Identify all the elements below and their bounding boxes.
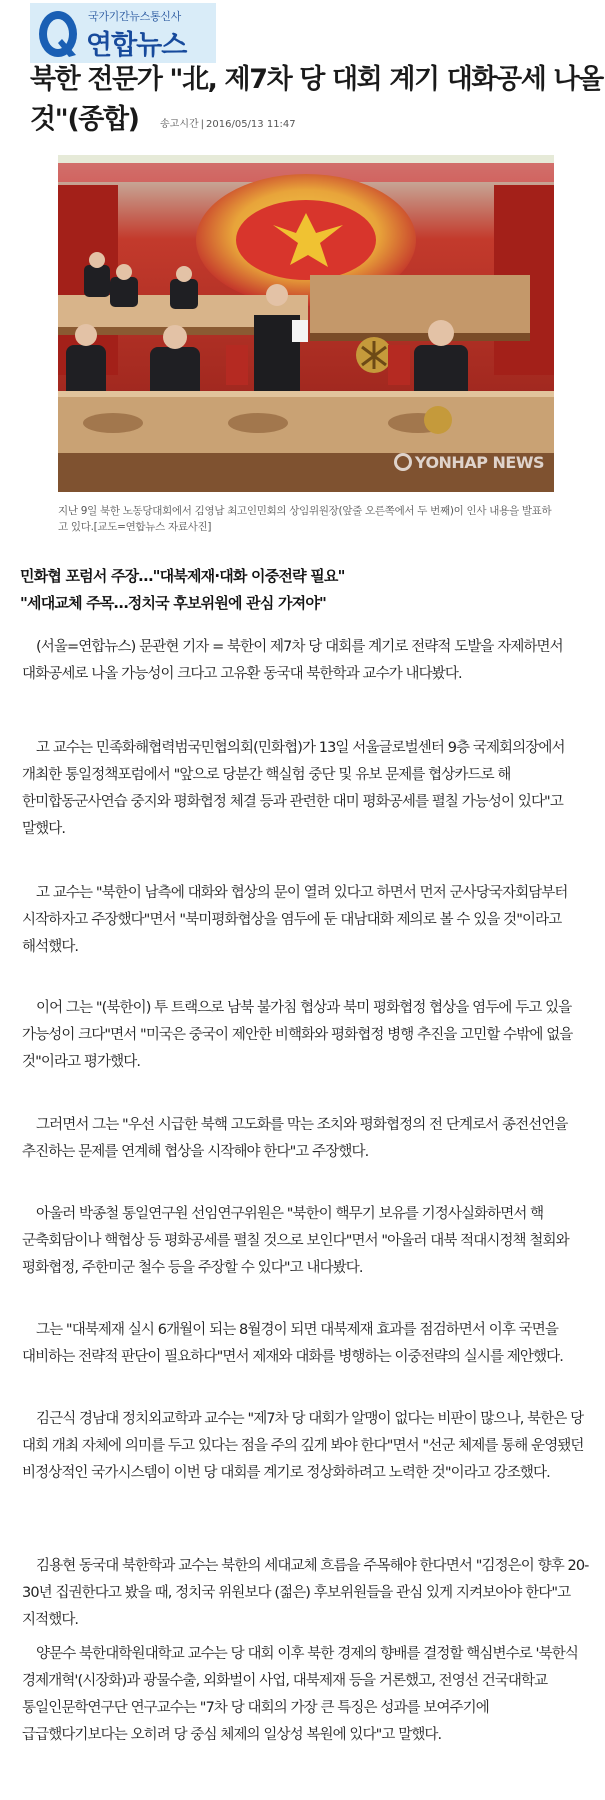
article-headline [30,60,603,140]
watermark-text: YONHAP NEWS [414,453,544,472]
article-photo [58,155,554,492]
body-paragraph: 고 교수는 민족화해협력범국민협의회(민화협)가 13일 서울글로벌센터 9층 국제회의장에서 개최한 통일정책포럼에서 "앞으로 당분간 핵실험 중단 및 유보 문제를 협상카드로 해 한미합동군사연습 중지와 평화협정 체결 등과 관련한 대미 평화공세를 펼칠 가능성이 있다"고 말했다. [22,740,565,837]
logo-name: 연합뉴스 [86,30,187,61]
body-paragraph: 아울러 박종철 통일연구원 선임연구위원은 "북한이 핵무기 보유를 기정사실화하면서 핵 군축회담이나 핵협상 등 평화공세를 펼칠 것으로 보인다"면서 "아울러 대북 적대시정책 철회와 평화협정, 주한미군 철수 등을 주장할 수 있다"고 내다봤다. [22,1206,569,1276]
body-paragraph: 그러면서 그는 "우선 시급한 북핵 고도화를 막는 조치와 평화협정의 전 단계로서 종전선언을 추진하는 문제를 연계해 협상을 시작해야 한다"고 주장했다. [22,1117,568,1160]
logo-tagline: 국가기간뉴스통신사 [88,10,181,23]
yonhap-watermark-icon [394,453,412,471]
body-paragraph: 양문수 북한대학원대학교 교수는 당 대회 이후 북한 경제의 향배를 결정할 핵심변수로 '북한식 경제개혁'(시장화)과 광물수출, 외화벌이 사업, 대북제재 등을 거론했고, 전영선 건국대학교 통일인문학연구단 연구교수는 "7차 당 대회의 가장 큰 특징은 성과를 보여주기에 급급했다기보다는 오히려 당 중심 체제의 일상성 복원에 있다"고 말했다. [22,1646,578,1743]
yonhap-watermark [394,453,544,472]
sent-time: 2016/05/13 11:47 [206,119,296,130]
headline-line-2: 것"(종합) [30,104,139,135]
body-paragraph: 고 교수는 "북한이 남측에 대화와 협상의 문이 열려 있다고 하면서 먼저 군사당국자회담부터 시작하자고 주장했다"면서 "북미평화협상을 염두에 둔 대남대화 제의로 볼 수 있을 것"이라고 해석했다. [22,885,568,955]
photo-caption: 지난 9일 북한 노동당대회에서 김영남 최고인민회의 상임위원장(앞줄 오른쪽에서 두 번째)이 인사 내용을 발표하고 있다.[교도=연합뉴스 자료사진] [58,505,552,533]
body-paragraph: 김근식 경남대 정치외교학과 교수는 "제7차 당 대회가 알맹이 없다는 비판이 많으나, 북한은 당 대회 개최 자체에 의미를 두고 있다는 점을 주의 깊게 봐야 한다"면서 "선군 체제를 통해 운영됐던 비정상적인 국가시스템이 이번 당 대회를 계기로 정상화하려고 노력한 것"이라고 강조했다. [22,1411,584,1481]
yonhap-logo-icon [36,9,80,59]
party-congress-photo [58,155,554,492]
headline-line-1: 북한 전문가 "北, 제7차 당 대회 계기 대화공세 나올 [30,64,603,95]
body-paragraph: 그는 "대북제재 실시 6개월이 되는 8월경이 되면 대북제재 효과를 점검하면서 이후 국면을 대비하는 전략적 판단이 필요하다"면서 제재와 대화를 병행하는 이중전략의 실시를 제안했다. [22,1322,563,1365]
subhead-1: 민화협 포럼서 주장…"대북제재·대화 이중전략 필요" [20,567,345,585]
article-subheads [20,563,590,617]
body-paragraph: (서울=연합뉴스) 문관현 기자 = 북한이 제7차 당 대회를 계기로 전략적 도발을 자제하면서 대화공세로 나올 가능성이 크다고 고유환 동국대 북한학과 교수가 내다봤다. [22,639,563,682]
sent-label: 송고시간 [160,119,199,130]
yonhap-logo[interactable] [30,3,216,63]
sent-timestamp: 송고시간 | 2016/05/13 11:47 [160,119,296,130]
subhead-2: "세대교체 주목…정치국 후보위원에 관심 가져야" [20,594,327,612]
body-paragraph: 김용현 동국대 북한학과 교수는 북한의 세대교체 흐름을 주목해야 한다면서 "김정은이 향후 20-30년 집권한다고 봤을 때, 정치국 위원보다 (젊은) 후보위원들을 관심 있게 지켜보아야 한다"고 지적했다. [22,1558,589,1628]
body-paragraph: 이어 그는 "(북한이) 투 트랙으로 남북 불가침 협상과 북미 평화협정 협상을 염두에 두고 있을 가능성이 크다"면서 "미국은 중국이 제안한 비핵화와 평화협정 병행 추진을 고민할 수밖에 없을 것"이라고 평가했다. [22,1000,573,1070]
